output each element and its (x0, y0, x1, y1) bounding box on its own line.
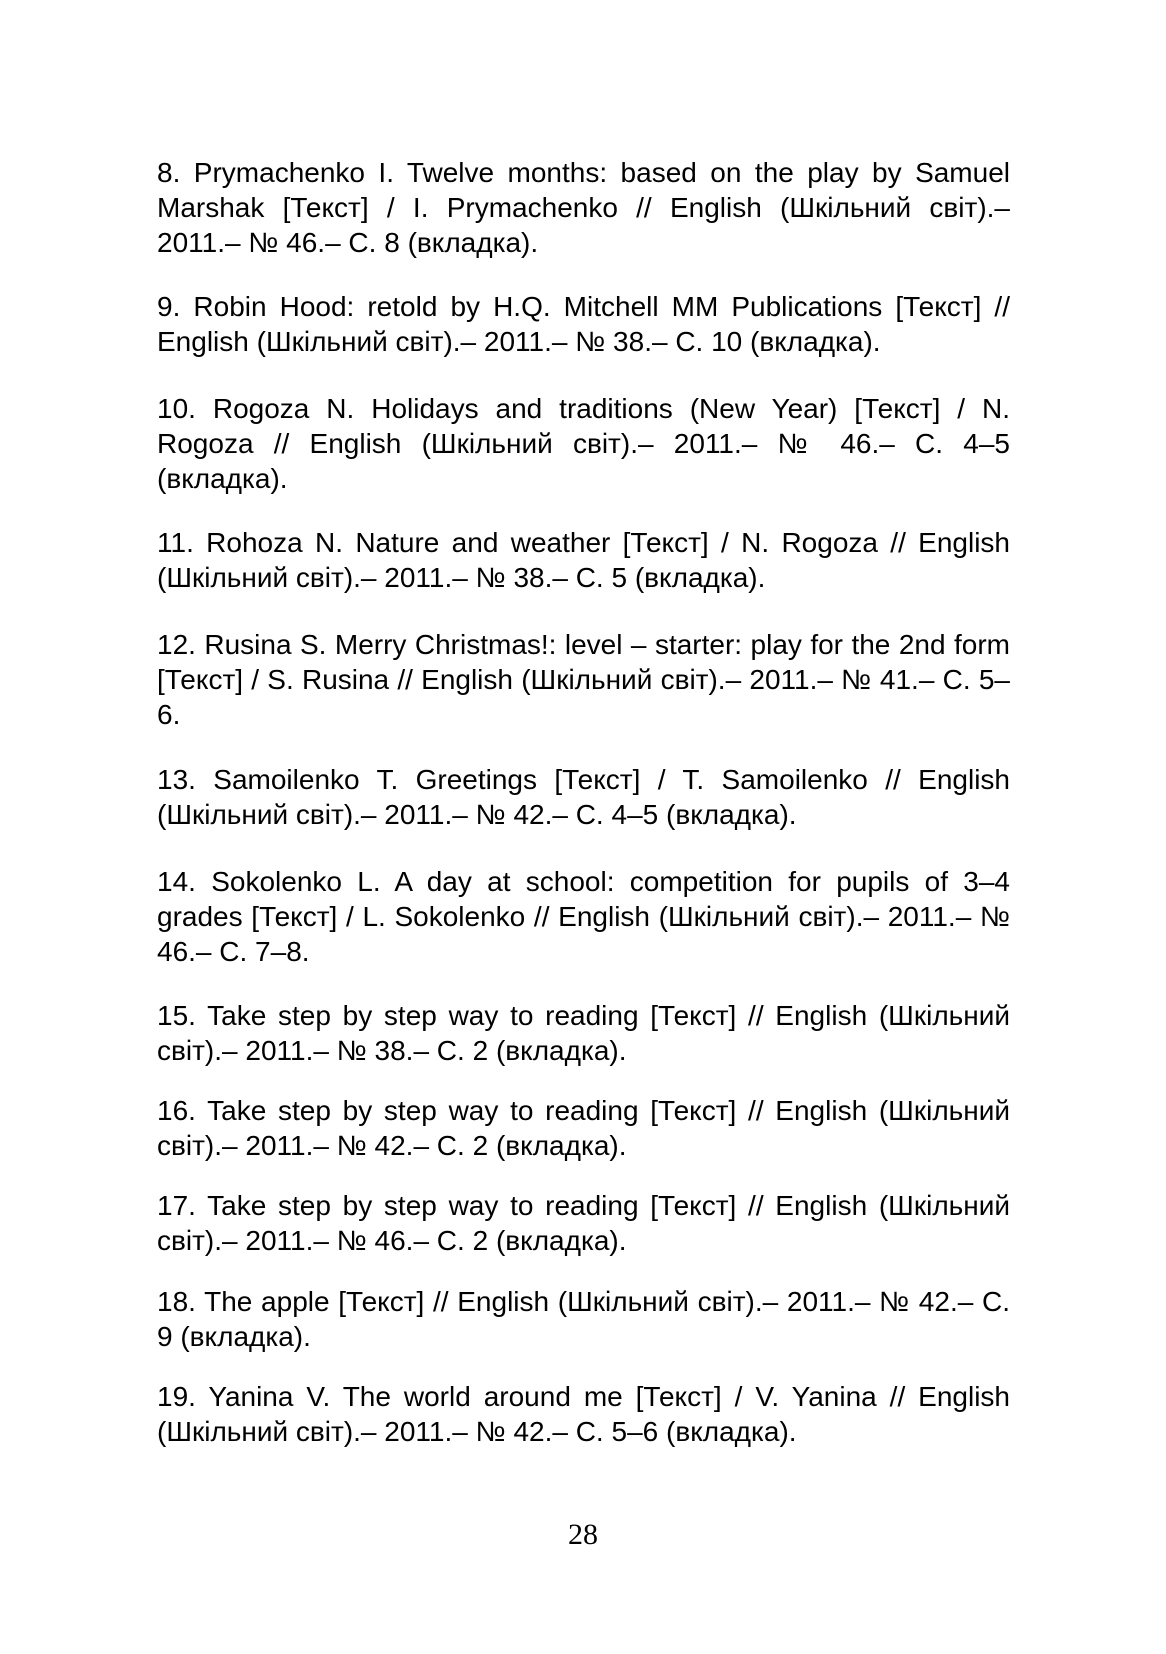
bibliography-entry-18: 18. The apple [Текст] // English (Шкільний світ).– 2011.– № 42.– С. 9 (вкладка). (157, 1286, 1010, 1352)
bibliography-entry-19: 19. Yanina V. The world around me [Текст] / V. Yanina // English (Шкільний світ).– 2011.– № 42.– С. 5–6 (вкладка). (157, 1381, 1010, 1447)
bibliography-entry-13: 13. Samoilenko T. Greetings [Текст] / T. Samoilenko // English (Шкільний світ).– 2011.– № 42.– С. 4–5 (вкладка). (157, 764, 1010, 830)
bibliography-entry-9: 9. Robin Hood: retold by H.Q. Mitchell MM Publications [Текст] // English (Шкільний світ).– 2011.– № 38.– С. 10 (вкладка). (157, 291, 1010, 357)
bibliography-entry-16: 16. Take step by step way to reading [Текст] // English (Шкільний світ).– 2011.– № 42.– С. 2 (вкладка). (157, 1095, 1010, 1161)
bibliography-entry-17: 17. Take step by step way to reading [Текст] // English (Шкільний світ).– 2011.– № 46.– С. 2 (вкладка). (157, 1190, 1010, 1256)
bibliography-entry-14: 14. Sokolenko L. A day at school: competition for pupils of 3–4 grades [Текст] / L. Sokolenko // English (Шкільний світ).– 2011.– № 46.– С. 7–8. (157, 866, 1010, 967)
bibliography-entry-11: 11. Rohoza N. Nature and weather [Текст] / N. Rogoza // English (Шкільний світ).– 2011.– № 38.– С. 5 (вкладка). (157, 527, 1010, 593)
bibliography-entry-8: 8. Prymachenko I. Twelve months: based on the play by Samuel Marshak [Текст] / I. Prymachenko // English (Шкільний світ).– 2011.– № 46.– С. 8 (вкладка). (157, 157, 1010, 258)
bibliography-entry-12: 12. Rusina S. Merry Christmas!: level – starter: play for the 2nd form [Текст] / S. Rusina // English (Шкільний світ).– 2011.– № 41.– С. 5–6. (157, 629, 1010, 730)
page-number: 28 (568, 1518, 598, 1551)
bibliography-entry-10: 10. Rogoza N. Holidays and traditions (New Year) [Текст] / N. Rogoza // English (Шкільний світ).– 2011.– № 46.– С. 4–5 (вкладка). (157, 393, 1010, 494)
bibliography-entry-15: 15. Take step by step way to reading [Текст] // English (Шкільний світ).– 2011.– № 38.– С. 2 (вкладка). (157, 1000, 1010, 1066)
